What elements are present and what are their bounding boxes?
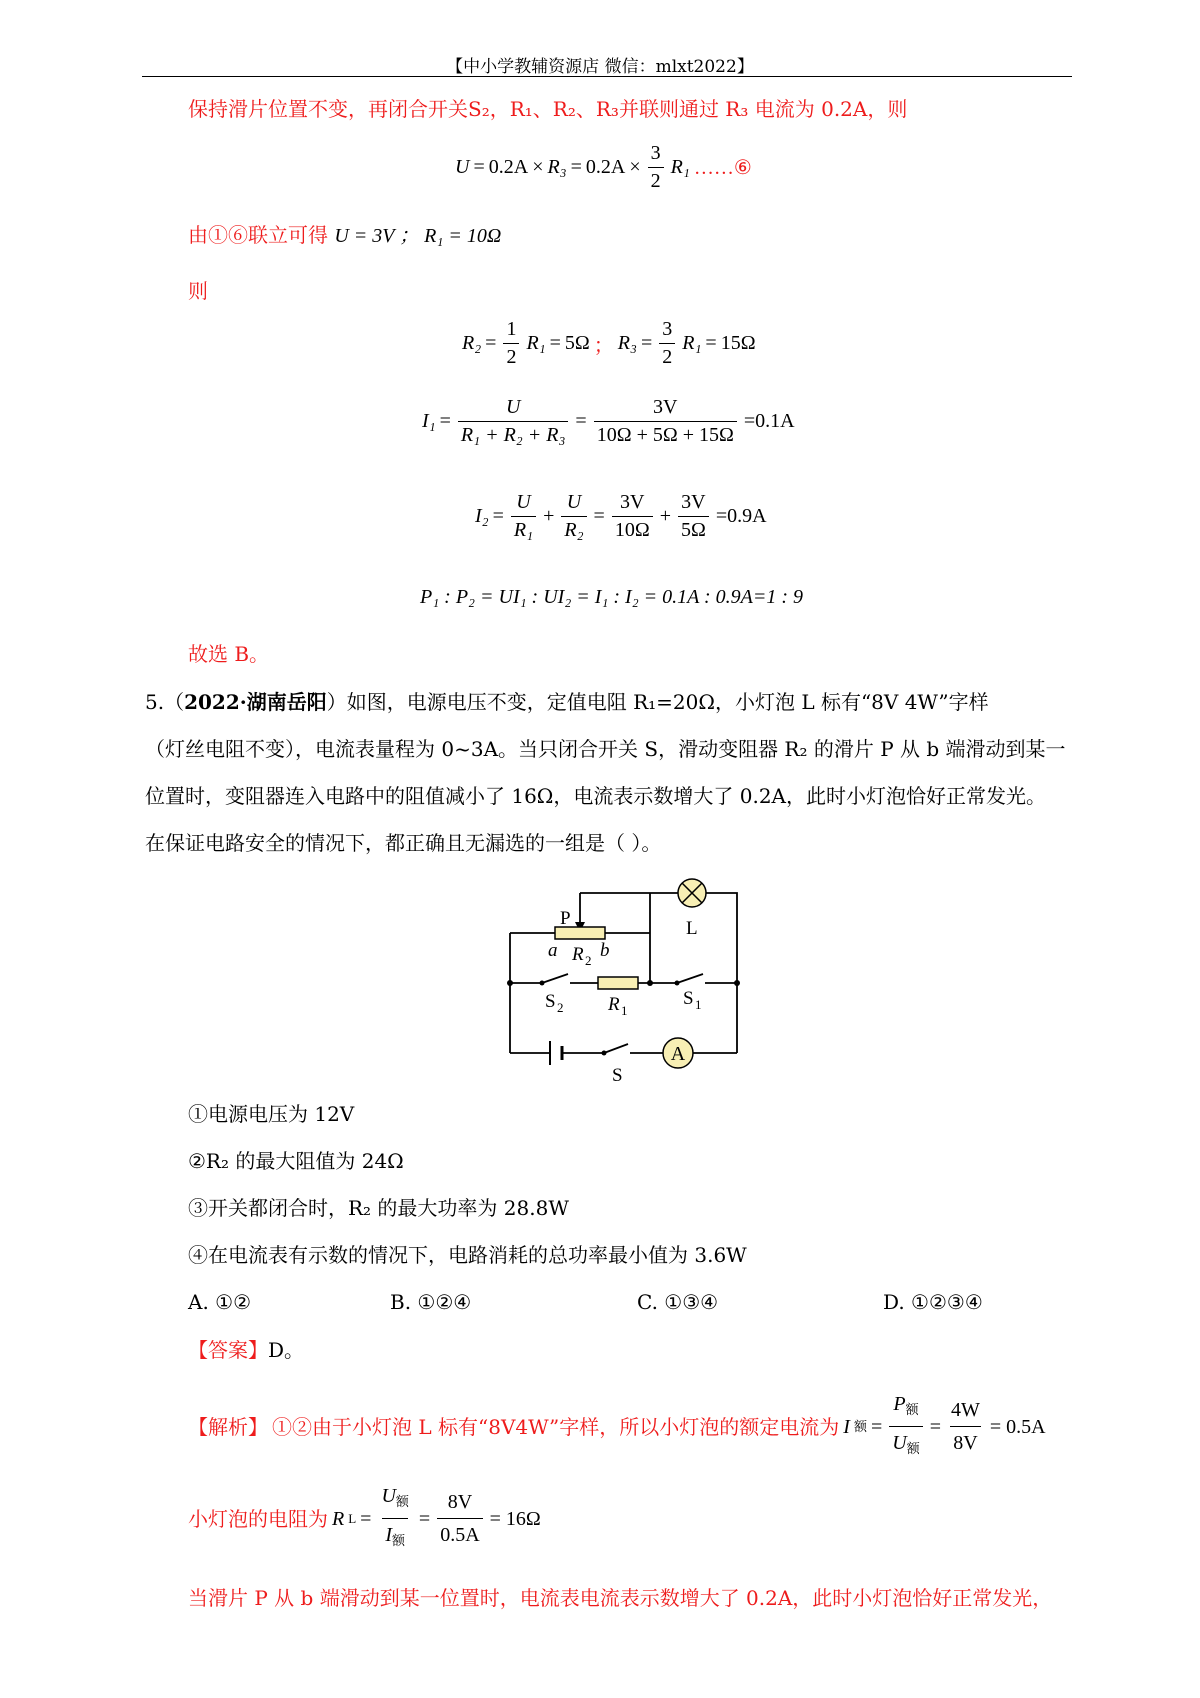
label-l: L — [686, 918, 698, 939]
label-r2: R — [572, 944, 584, 965]
analysis-line-3: 当滑片 P 从 b 端滑动到某一位置时，电流表电流表示数增大了 0.2A，此时小灯泡恰好正常发光， — [188, 1586, 1053, 1610]
solution-conclusion: 故选 B。 — [188, 642, 270, 666]
question-line-3: 位置时，变阻器连入电路中的阻值减小了 16Ω，电流表示数增大了 0.2A，此时小灯泡恰好正常发光。 — [145, 784, 1046, 808]
circuit-diagram — [500, 878, 750, 1088]
label-s2: S — [545, 991, 556, 1012]
question-line-1: 5.（2022·湖南岳阳）如图，电源电压不变，定值电阻 R₁=20Ω，小灯泡 L 标有“8V 4W”字样 — [145, 690, 989, 714]
question-source: 2022·湖南岳阳 — [184, 690, 327, 714]
eq1-fraction: $\frac{3}{2}$ — [648, 142, 664, 193]
equation-lamp-resistance: R L = $\frac{U_额}{I_额}$ = $\frac{8V}{0.5A}$ = 16Ω — [332, 1482, 541, 1555]
switch-s2 — [542, 974, 568, 983]
eq1-r3: R₃ — [547, 156, 567, 178]
resistor-r1 — [598, 977, 638, 989]
statement-3: ③开关都闭合时，R₂ 的最大功率为 28.8W — [188, 1196, 569, 1220]
answer-line — [188, 1336, 304, 1364]
equation-power-ratio: P₁ : P₂ = UI₁ : UI₂ = I₁ : I₂ = 0.1A : 0.9A=1 : 9 — [420, 586, 804, 608]
question-line-4: 在保证电路安全的情况下，都正确且无漏选的一组是（ ）。 — [145, 831, 662, 855]
label-p: P — [560, 908, 571, 929]
option-d: D. ①②③④ — [883, 1290, 983, 1314]
eq1-tag: ……⑥ — [693, 157, 752, 179]
switch-s — [604, 1044, 628, 1053]
analysis-line-1: 【解析】 ①②由于小灯泡 L 标有“8V4W”字样，所以小灯泡的额定电流为 I 额 = $\frac{P_额}{U_额}$ = $\frac{4W}{8V}$ = 0.5A — [188, 1390, 1046, 1463]
statement-4: ④在电流表有示数的情况下，电路消耗的总功率最小值为 3.6W — [188, 1243, 747, 1267]
equation-rated-current: I 额 = $\frac{P_额}{U_额}$ = $\frac{4W}{8V}$ = 0.5A — [843, 1390, 1045, 1463]
question-line-2: （灯丝电阻不变），电流表量程为 0~3A。当只闭合开关 S，滑动变阻器 R₂ 的滑片 P 从 b 端滑动到某一 — [145, 737, 1066, 761]
eq1-r1: R₁ — [670, 156, 690, 178]
eq1-b: 0.2A — [585, 156, 626, 178]
label-b: b — [600, 940, 610, 961]
label-r1-sub: 1 — [621, 1003, 628, 1018]
statement-2: ②R₂ 的最大阻值为 24Ω — [188, 1149, 404, 1173]
header-rule — [142, 76, 1072, 77]
equation-i1: I₁ = $\frac{U}{\text{R₁ + R₂ + R₃}}$ = $\frac{3V}{10\Omega + 5\Omega + 15\Omega}$ =0.1A — [422, 396, 795, 446]
label-s2-sub: 2 — [557, 1000, 564, 1015]
eq1-lhs: U — [455, 156, 470, 178]
equation-i2: I₂ = $\frac{U}{\text{R₁}}$ + $\frac{U}{\text{R₂}}$ = $\frac{3V}{10\Omega}$ + $\frac{3V}{5\Omega}$ =0.9A — [475, 491, 767, 541]
label-a: a — [548, 940, 558, 961]
statement-1: ①电源电压为 12V — [188, 1102, 355, 1126]
solution-line-2: 由①⑥联立可得 U = 3V ； R₁ = 10Ω — [188, 223, 502, 247]
label-s: S — [612, 1065, 623, 1086]
analysis-line-2: 小灯泡的电阻为 R L = $\frac{U_额}{I_额}$ = $\frac{8V}{0.5A}$ = 16Ω — [188, 1482, 541, 1555]
option-a: A. ①② — [188, 1290, 252, 1314]
eq1-a: 0.2A — [488, 156, 529, 178]
solution-line-1: 保持滑片位置不变，再闭合开关S₂，R₁、R₂、R₃并联则通过 R₃ 电流为 0.2A，则 — [188, 97, 908, 121]
answer-tag: 【答案】 — [188, 1338, 268, 1362]
right-wire — [706, 893, 737, 1053]
equation-u-r3: U = 0.2A × R₃ = 0.2A × $\frac{3}{2}$ R₁ ……⑥ — [455, 142, 752, 192]
label-s1-sub: 1 — [695, 997, 702, 1012]
page-header: 【中小学教辅资源店 微信：mlxt2022】 — [446, 57, 754, 77]
solution-line-3: 则 — [188, 279, 208, 303]
label-r2-sub: 2 — [585, 953, 592, 968]
switch-s1 — [677, 974, 703, 983]
option-c: C. ①③④ — [637, 1290, 719, 1314]
option-b: B. ①②④ — [390, 1290, 472, 1314]
answer-value: D。 — [268, 1338, 305, 1362]
analysis-tag: 【解析】 — [188, 1414, 268, 1439]
ammeter-label: A — [670, 1043, 686, 1065]
label-s1: S — [683, 988, 694, 1009]
equation-r2-r3: R₂ = $\frac{1}{2}$ R₁ = 5Ω ； R₃ = $\frac{3}{2}$ R₁ = 15Ω — [462, 318, 756, 368]
label-r1: R — [608, 994, 620, 1015]
